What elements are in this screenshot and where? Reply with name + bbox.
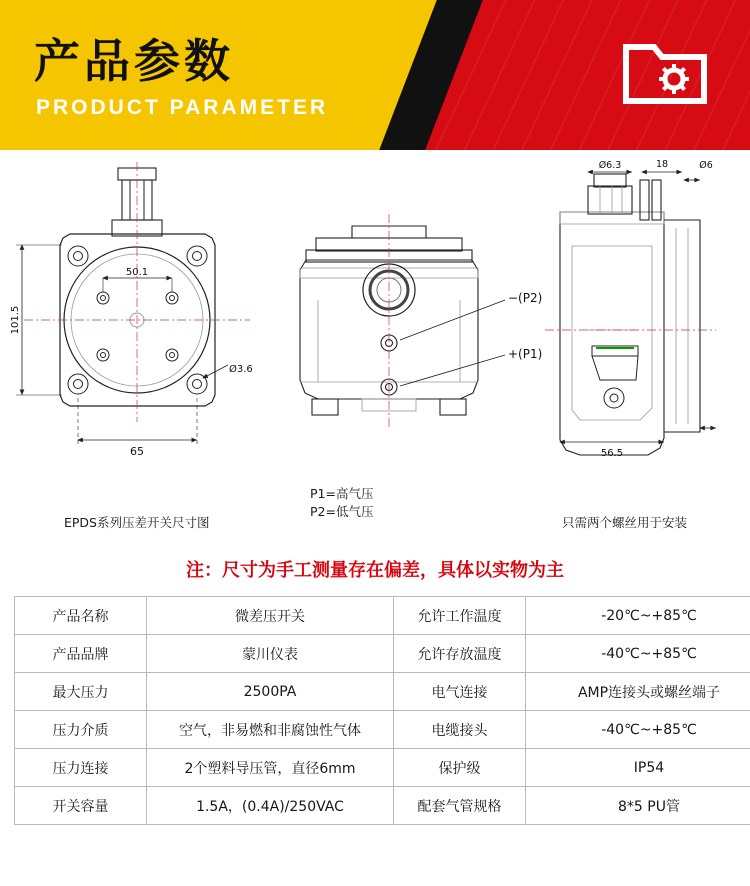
svg-text:Ø6: Ø6	[699, 160, 713, 171]
page-subtitle: PRODUCT PARAMETER	[36, 96, 329, 119]
folder-gear-icon	[622, 33, 708, 107]
spec-key: 最大压力	[15, 673, 147, 711]
spec-key: 产品品牌	[15, 635, 147, 673]
svg-text:−(P2): −(P2)	[508, 291, 543, 305]
spec-value-2: 8*5 PU管	[526, 787, 750, 825]
svg-text:18: 18	[655, 159, 669, 170]
svg-text:Ø6.3: Ø6.3	[598, 160, 622, 171]
table-row	[15, 787, 750, 825]
side-view-caption-p2: P2=低气压	[310, 504, 374, 519]
svg-text:+(P1): +(P1)	[508, 347, 543, 361]
spec-table-wrapper	[0, 582, 750, 825]
svg-text:Ø3.6: Ø3.6	[229, 364, 253, 375]
spec-key: 压力介质	[15, 711, 147, 749]
page-header	[0, 0, 750, 150]
spec-key-2: 保护级	[394, 749, 526, 787]
measurement-note: 注：尺寸为手工测量存在偏差，具体以实物为主	[186, 560, 564, 581]
table-row	[15, 635, 750, 673]
spec-key-2: 电缆接头	[394, 711, 526, 749]
spec-key-2: 允许存放温度	[394, 635, 526, 673]
back-view-caption: 只需两个螺丝用于安装	[562, 515, 688, 530]
spec-value: 蒙川仪表	[147, 635, 394, 673]
spec-value-2: -20℃~+85℃	[526, 597, 750, 635]
page-title: 产品参数	[34, 34, 234, 88]
spec-value: 1.5A，(0.4A)/250VAC	[147, 787, 394, 825]
spec-value-2: IP54	[526, 749, 750, 787]
front-view-caption: EPDS系列压差开关尺寸图	[64, 515, 210, 530]
spec-value: 2500PA	[147, 673, 394, 711]
spec-key-2: 电气连接	[394, 673, 526, 711]
spec-key: 产品名称	[15, 597, 147, 635]
spec-value: 空气，非易燃和非腐蚀性气体	[147, 711, 394, 749]
table-row	[15, 749, 750, 787]
table-row	[15, 597, 750, 635]
table-row	[15, 711, 750, 749]
drawings-svg	[0, 150, 750, 550]
spec-value: 微差压开关	[147, 597, 394, 635]
spec-value-2: -40℃~+85℃	[526, 635, 750, 673]
spec-value-2: -40℃~+85℃	[526, 711, 750, 749]
spec-key-2: 配套气管规格	[394, 787, 526, 825]
spec-key: 开关容量	[15, 787, 147, 825]
spec-key-2: 允许工作温度	[394, 597, 526, 635]
table-row	[15, 673, 750, 711]
spec-value-2: AMP连接头或螺丝端子	[526, 673, 750, 711]
spec-table	[14, 596, 750, 825]
spec-value: 2个塑料导压管，直径6mm	[147, 749, 394, 787]
svg-text:50.1: 50.1	[125, 267, 149, 278]
spec-key: 压力连接	[15, 749, 147, 787]
side-view-caption-p1: P1=高气压	[310, 486, 374, 501]
svg-text:65: 65	[130, 445, 144, 458]
svg-text:101.5: 101.5	[10, 305, 21, 335]
technical-drawings	[0, 150, 750, 550]
svg-text:56.5: 56.5	[600, 448, 624, 459]
